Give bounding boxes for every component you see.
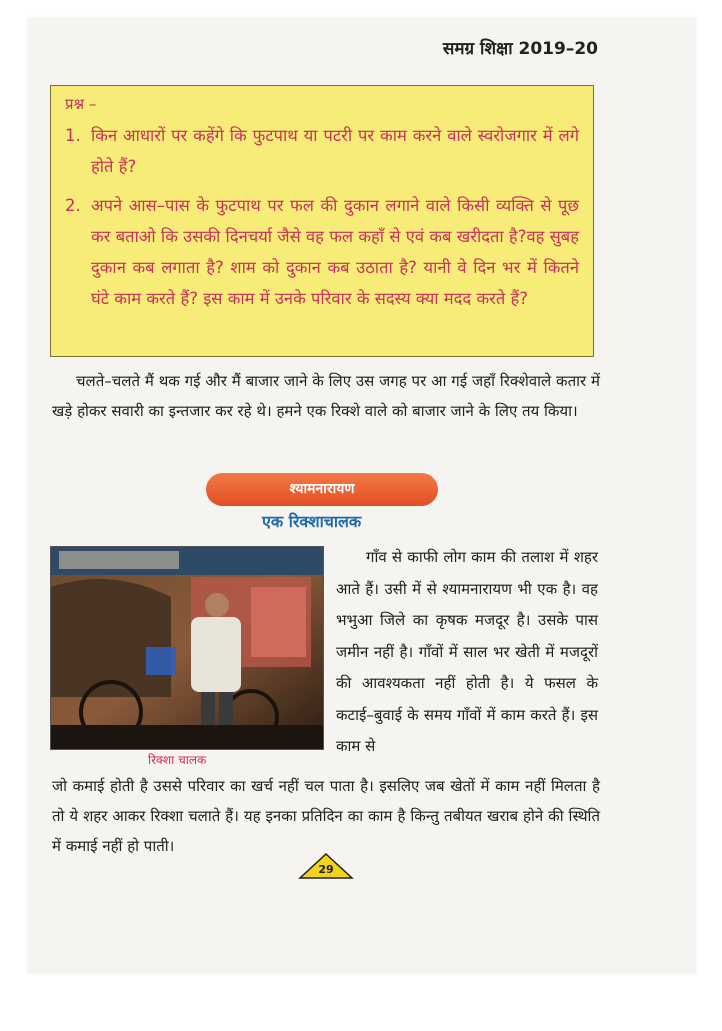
photo-caption: रिक्शा चालक: [148, 753, 207, 767]
question-text: अपने आस–पास के फुटपाथ पर फल की दुकान लगाने वाले किसी व्यक्ति से पूछ कर बताओ कि उसकी दिनचर्या जैसे वह फल कहाँ से एवं कब खरीदता है?वह सुबह दुकान कब लगाता है? शाम को दुकान कब उठाता है? यानी वे दिन भर में कितने घंटे काम करते हैं? इस काम में उनके परिवार के सदस्य क्या मदद करते हैं?: [91, 196, 579, 308]
series-title: समग्र शिक्षा 2019–20: [442, 39, 598, 59]
intro-paragraph: चलते–चलते मैं थक गई और मैं बाजार जाने के लिए उस जगह पर आ गई जहाँ रिक्शेवाले कतार में खड़े होकर सवारी का इन्तजार कर रहे थे। हमने एक रिक्शे वाले को बाजार जाने के लिए तय किया।: [52, 372, 600, 420]
photo-illustration: [51, 547, 323, 749]
profile-paragraph-full: जो कमाई होती है उससे परिवार का खर्च नहीं चल पाता है। इसलिए जब खेतों में काम नहीं मिलता है तो ये शहर आकर रिक्शा चलाते हैं। यह इनका प्रतिदिन का काम है किन्तु तबीयत खराब होने की स्थिति में कमाई नहीं हो पाती।: [52, 777, 600, 855]
rickshaw-driver-photo: [50, 546, 324, 750]
page-number: 29: [318, 863, 334, 876]
question-item-1: [65, 120, 579, 182]
profile-role: एक रिक्शाचालक: [262, 512, 362, 531]
question-heading: प्रश्न –: [65, 95, 97, 113]
question-box: [50, 85, 594, 357]
question-text: किन आधारों पर कहेंगे कि फुटपाथ या पटरी पर काम करने वाले स्वरोजगार में लगे होते हैं?: [91, 126, 579, 176]
profile-paragraph-side: गाँव से काफी लोग काम की तलाश में शहर आते हैं। उसी में से श्यामनारायण भी एक है। वह भभुआ जिले का कृषक मजदूर है। उसके पास जमीन नहीं है। गाँवों में साल भर खेती में मजदूरों की आवश्यकता नहीं होती है। ये फसल के कटाई–बुवाई के समय गाँवों में काम करते हैं। इस काम से: [336, 548, 598, 755]
question-item-2: [65, 190, 579, 314]
profile-name-banner: श्यामनारायण: [206, 473, 438, 506]
question-number: 2.: [65, 196, 81, 215]
page-number-badge: [298, 852, 354, 880]
question-number: 1.: [65, 126, 81, 145]
